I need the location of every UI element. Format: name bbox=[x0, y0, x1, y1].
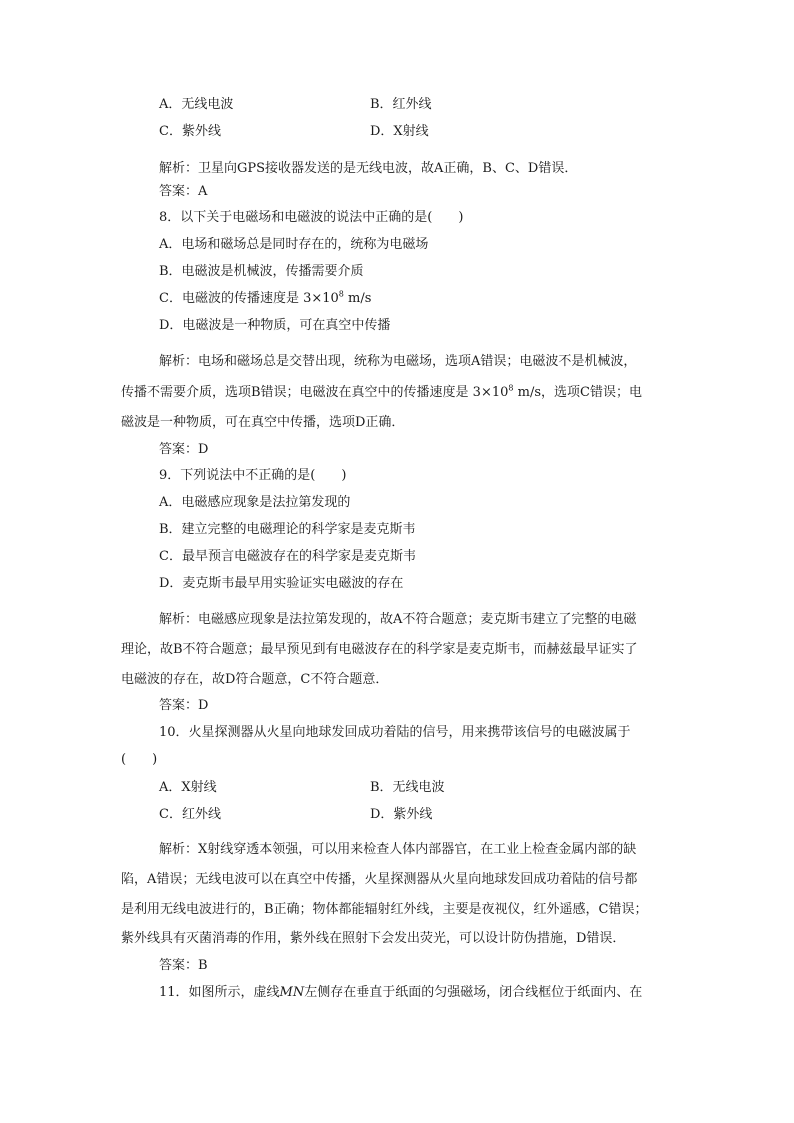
q10-stem-line-1: 10．火星探测器从火星向地球发回成功着陆的信号，用来携带该信号的电磁波属于 bbox=[159, 725, 631, 740]
q8-analysis-line-3: 磁波是一种物质，可在真空中传播，选项D正确． bbox=[121, 415, 405, 430]
q9-analysis-line-3: 电磁波的存在，故D符合题意，C不符合题意． bbox=[121, 672, 389, 687]
q7-option-b: B．红外线 bbox=[370, 97, 432, 112]
q10-option-c: C．红外线 bbox=[159, 807, 221, 822]
q11-stem-text: 11．如图所示，虚线 bbox=[159, 985, 280, 1000]
q9-option-a: A．电磁感应现象是法拉第发现的 bbox=[159, 495, 351, 510]
q8-option-c-unit: m/s bbox=[343, 291, 372, 306]
q7-option-a: A．无线电波 bbox=[159, 97, 234, 112]
q8-analysis-line-2 bbox=[121, 383, 642, 403]
q8-analysis-exponent: 8 bbox=[508, 383, 514, 393]
q7-option-d: D．X射线 bbox=[370, 124, 429, 139]
q8-option-c-text: C．电磁波的传播速度是 3×10 bbox=[159, 291, 339, 306]
q11-stem-rest: 左侧存在垂直于纸面的匀强磁场，闭合线框位于纸面内、在 bbox=[304, 985, 643, 1000]
q8-option-c-exponent: 8 bbox=[338, 289, 344, 299]
q8-analysis-line-2-text: 传播不需要介质，选项B错误；电磁波在真空中的传播速度是 3×10 bbox=[121, 385, 509, 400]
q8-analysis-line-1: 解析：电场和磁场总是交替出现，统称为电磁场，选项A错误；电磁波不是机械波， bbox=[159, 354, 637, 369]
q8-answer: 答案：D bbox=[159, 442, 209, 457]
q7-option-c: C．紫外线 bbox=[159, 124, 221, 139]
q8-option-c bbox=[159, 289, 371, 309]
q10-analysis-line-3: 是利用无线电波进行的，B正确；物体都能辐射红外线，主要是夜视仪，红外遥感，C错误； bbox=[121, 902, 648, 917]
q8-analysis-line-2-rest: m/s，选项C错误；电 bbox=[513, 385, 642, 400]
q9-option-d: D．麦克斯韦最早用实验证实电磁波的存在 bbox=[159, 576, 404, 591]
q9-analysis-line-2: 理论，故B不符合题意；最早预见到有电磁波存在的科学家是麦克斯韦，而赫兹最早证实了 bbox=[121, 642, 638, 657]
q10-option-d: D．紫外线 bbox=[370, 807, 433, 822]
q8-option-d: D．电磁波是一种物质，可在真空中传播 bbox=[159, 318, 391, 333]
q9-option-c: C．最早预言电磁波存在的科学家是麦克斯韦 bbox=[159, 549, 416, 564]
q10-analysis-line-4: 紫外线具有灭菌消毒的作用，紫外线在照射下会发出荧光，可以设计防伪措施，D错误． bbox=[121, 931, 626, 946]
q10-stem-line-2: ( ) bbox=[121, 752, 158, 767]
q10-option-b: B．无线电波 bbox=[370, 780, 445, 795]
q10-analysis-line-1: 解析：X射线穿透本领强，可以用来检查人体内部器官，在工业上检查金属内部的缺 bbox=[159, 842, 637, 857]
q7-analysis: 解析：卫星向GPS接收器发送的是无线电波，故A正确，B、C、D错误． bbox=[159, 161, 578, 176]
q11-stem bbox=[159, 983, 642, 1003]
q10-answer: 答案：B bbox=[159, 958, 208, 973]
q8-option-a: A．电场和磁场总是同时存在的，统称为电磁场 bbox=[159, 237, 429, 252]
q10-analysis-line-2: 陷，A错误；无线电波可以在真空中传播，火星探测器从火星向地球发回成功着陆的信号都 bbox=[121, 872, 638, 887]
q11-stem-variable: MN bbox=[279, 985, 305, 1000]
q9-stem: 9．下列说法中不正确的是( ) bbox=[159, 468, 347, 483]
q7-answer: 答案：A bbox=[159, 184, 208, 199]
q8-stem: 8．以下关于电磁场和电磁波的说法中正确的是( ) bbox=[159, 210, 464, 225]
q10-option-a: A．X射线 bbox=[159, 780, 217, 795]
q9-answer: 答案：D bbox=[159, 698, 209, 713]
q9-option-b: B．建立完整的电磁理论的科学家是麦克斯韦 bbox=[159, 522, 416, 537]
q9-analysis-line-1: 解析：电磁感应现象是法拉第发现的，故A不符合题意；麦克斯韦建立了完整的电磁 bbox=[159, 612, 637, 627]
q8-option-b: B．电磁波是机械波，传播需要介质 bbox=[159, 264, 364, 279]
